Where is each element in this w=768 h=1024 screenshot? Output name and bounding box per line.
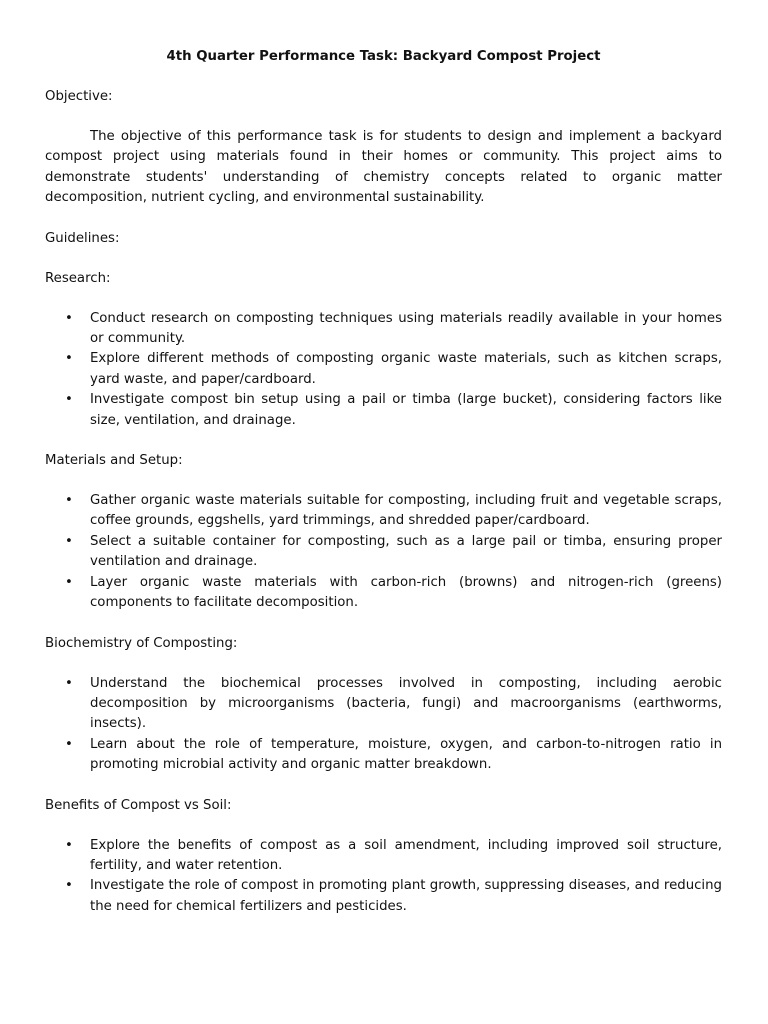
list-item-text: Select a suitable container for composting, such as a large pail or timba, ensuring proper ventilation and drainage. — [90, 533, 722, 570]
bullet-icon: • — [65, 392, 73, 408]
list-item — [45, 735, 722, 776]
bullet-icon: • — [65, 736, 73, 752]
list-item — [45, 573, 722, 614]
list-item — [45, 309, 722, 350]
bullet-icon: • — [65, 574, 73, 590]
list-item-text: Conduct research on composting techniques using materials readily available in your homes or community. — [90, 310, 722, 347]
section-heading-materials: Materials and Setup: — [45, 453, 183, 469]
bullet-icon: • — [65, 878, 73, 894]
section-heading-biochemistry: Biochemistry of Composting: — [45, 635, 238, 651]
list-item-text: Learn about the role of temperature, moisture, oxygen, and carbon-to-nitrogen ratio in promoting microbial activity and organic matter breakdown. — [90, 736, 722, 773]
bullet-icon: • — [65, 351, 73, 367]
list-item — [45, 532, 722, 573]
list-item — [45, 836, 722, 877]
objective-paragraph: The objective of this performance task is for students to design and implement a backyard compost project using materials found in their homes or community. This project aims to demonstrate students' understanding of chemistry concepts related to organic matter decomposition, nutrient cycling, and environmental sustainability. — [45, 129, 722, 206]
section-heading-research: Research: — [45, 270, 111, 286]
list-item-text: Layer organic waste materials with carbon-rich (browns) and nitrogen-rich (greens) components to facilitate decomposition. — [90, 574, 722, 611]
guidelines-heading: Guidelines: — [45, 230, 120, 246]
biochemistry-list — [45, 674, 722, 776]
bullet-icon: • — [65, 493, 73, 509]
list-item-text: Explore the benefits of compost as a soil amendment, including improved soil structure, fertility, and water retention. — [90, 837, 722, 873]
section-heading-benefits: Benefits of Compost vs Soil: — [45, 797, 232, 813]
list-item — [45, 491, 722, 532]
bullet-icon: • — [65, 837, 73, 853]
bullet-icon: • — [65, 310, 73, 326]
list-item — [45, 349, 722, 390]
list-item — [45, 674, 722, 735]
objective-heading: Objective: — [45, 89, 113, 104]
bullet-icon: • — [65, 533, 73, 549]
materials-list — [45, 491, 722, 613]
list-item-text: Explore different methods of composting organic waste materials, such as kitchen scraps, yard waste, and paper/cardboard. — [90, 351, 722, 387]
document-title: 4th Quarter Performance Task: Backyard Compost Project — [166, 49, 601, 64]
research-list — [45, 309, 722, 431]
list-item-text: Investigate the role of compost in promoting plant growth, suppressing diseases, and reducing the need for chemical fertilizers and pesticides. — [90, 878, 722, 914]
list-item — [45, 876, 722, 917]
list-item-text: Investigate compost bin setup using a pail or timba (large bucket), considering factors like size, ventilation, and drainage. — [90, 392, 722, 428]
list-item-text: Understand the biochemical processes involved in composting, including aerobic decomposition by microorganisms (bacteria, fungi) and macroorganisms (earthworms, insects). — [90, 675, 722, 732]
list-item-text: Gather organic waste materials suitable for composting, including fruit and vegetable scraps, coffee grounds, eggshells, yard trimmings, and shredded paper/cardboard. — [90, 493, 722, 529]
benefits-list — [45, 836, 722, 918]
bullet-icon: • — [65, 675, 73, 691]
list-item — [45, 390, 722, 431]
